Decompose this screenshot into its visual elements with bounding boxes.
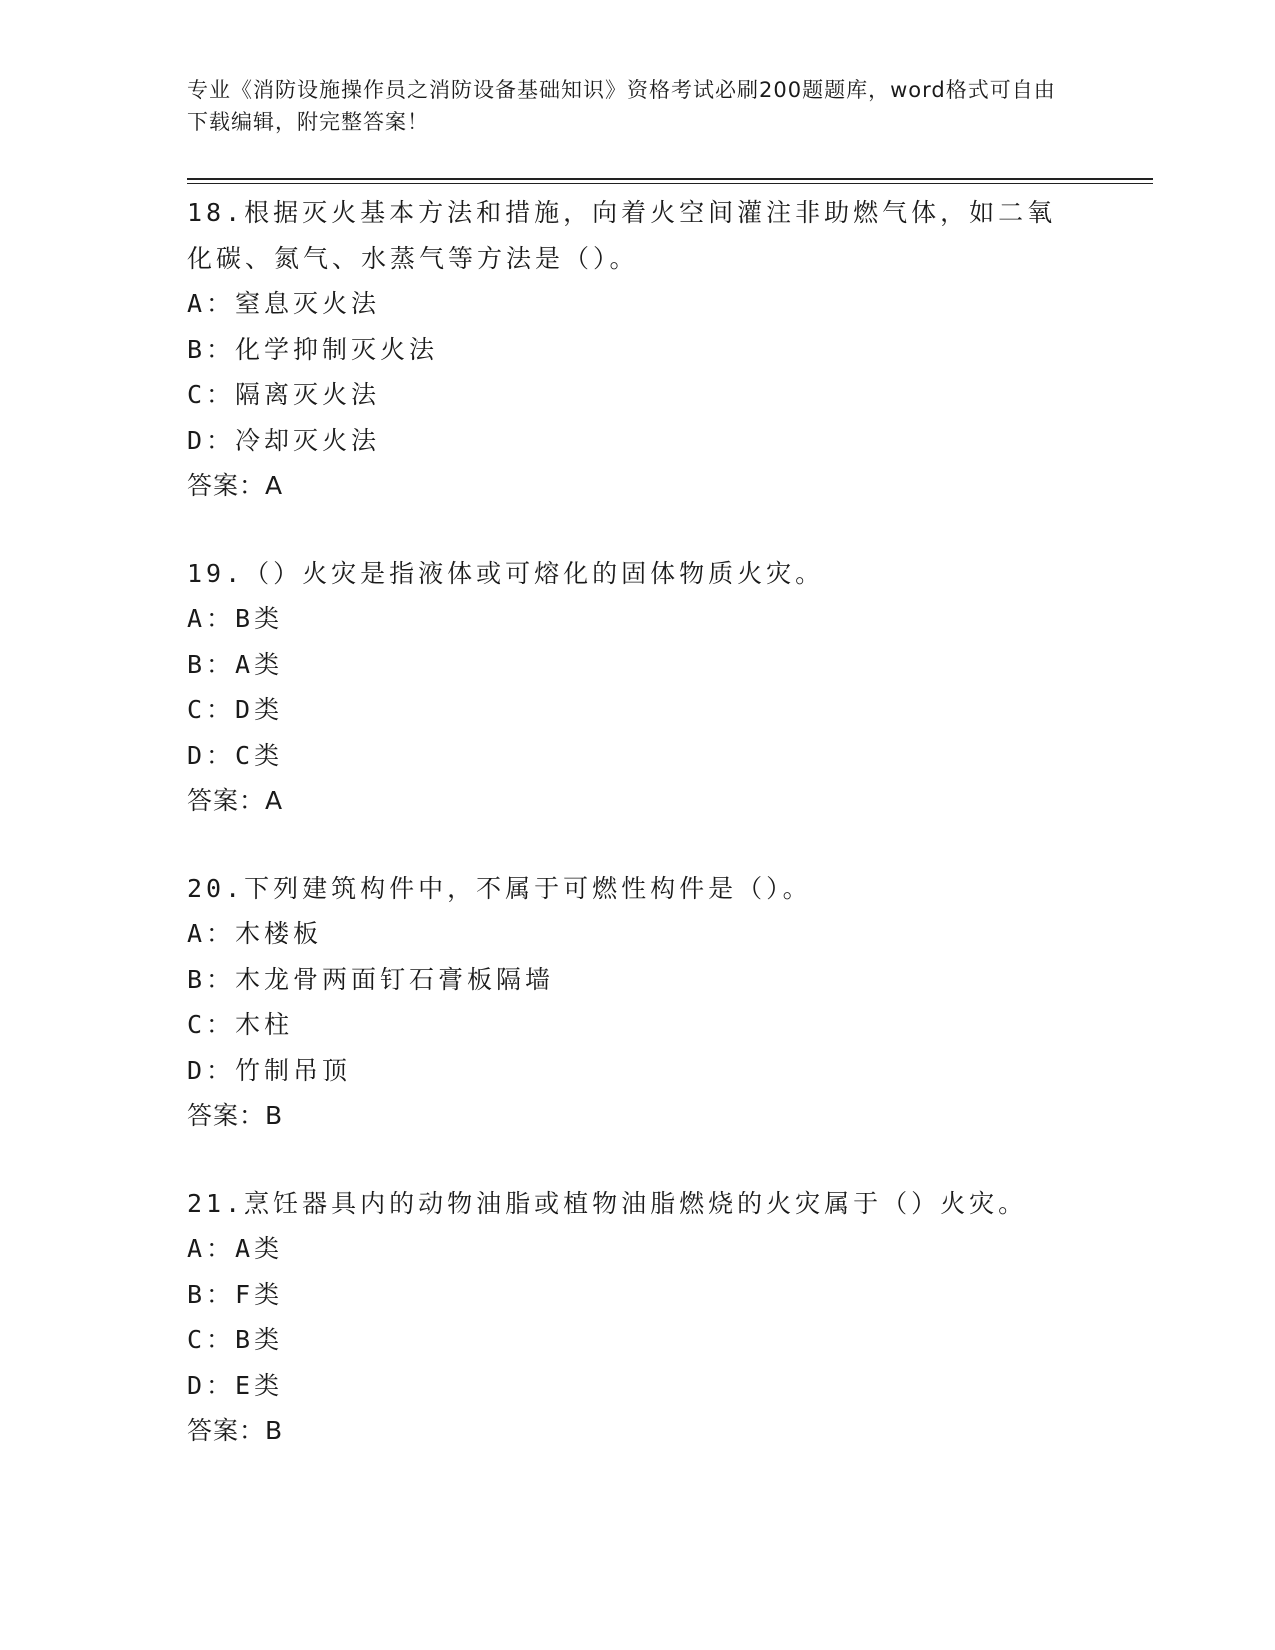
document-header: 专业《消防设施操作员之消防设备基础知识》资格考试必刷200题题库，word格式可自由下载编辑，附完整答案！: [187, 78, 1056, 134]
header-divider-thin: [187, 183, 1153, 184]
option-d: D：竹制吊顶: [187, 1055, 352, 1085]
option-d: D：E类: [187, 1370, 284, 1400]
option-c: C：隔离灭火法: [187, 380, 381, 409]
question-21: [187, 1181, 1087, 1454]
answer-line: 答案：B: [187, 1416, 284, 1445]
answer-line: 答案：B: [187, 1101, 284, 1130]
question-stem: 18.根据灭火基本方法和措施，向着火空间灌注非助燃气体，如二氧化碳、氮气、水蒸气等方法是（）。: [187, 198, 1057, 273]
option-a: A：A类: [187, 1234, 284, 1263]
option-d: D：冷却灭火法: [187, 425, 381, 455]
option-c: C：B类: [187, 1325, 284, 1354]
option-b: B：A类: [187, 649, 284, 679]
question-stem: 20.下列建筑构件中，不属于可燃性构件是（）。: [187, 873, 812, 903]
option-a: A：木楼板: [187, 919, 323, 948]
option-a: A：B类: [187, 604, 284, 633]
option-b: B：化学抑制灭火法: [187, 334, 439, 364]
option-c: C：D类: [187, 695, 284, 724]
option-c: C：木柱: [187, 1010, 294, 1039]
question-stem: 19.（）火灾是指液体或可熔化的固体物质火灾。: [187, 558, 825, 588]
option-a: A：窒息灭火法: [187, 289, 381, 318]
answer-line: 答案：A: [187, 786, 284, 815]
question-18: [187, 190, 1087, 509]
question-20: [187, 866, 1087, 1139]
question-stem: 21.烹饪器具内的动物油脂或植物油脂燃烧的火灾属于（）火灾。: [187, 1188, 1028, 1218]
question-list: [187, 190, 1087, 1496]
option-b: B：F类: [187, 1279, 284, 1309]
question-19: [187, 551, 1087, 824]
option-b: B：木龙骨两面钉石膏板隔墙: [187, 964, 555, 994]
option-d: D：C类: [187, 740, 284, 770]
answer-line: 答案：A: [187, 471, 284, 500]
header-divider-thick: [187, 178, 1153, 180]
